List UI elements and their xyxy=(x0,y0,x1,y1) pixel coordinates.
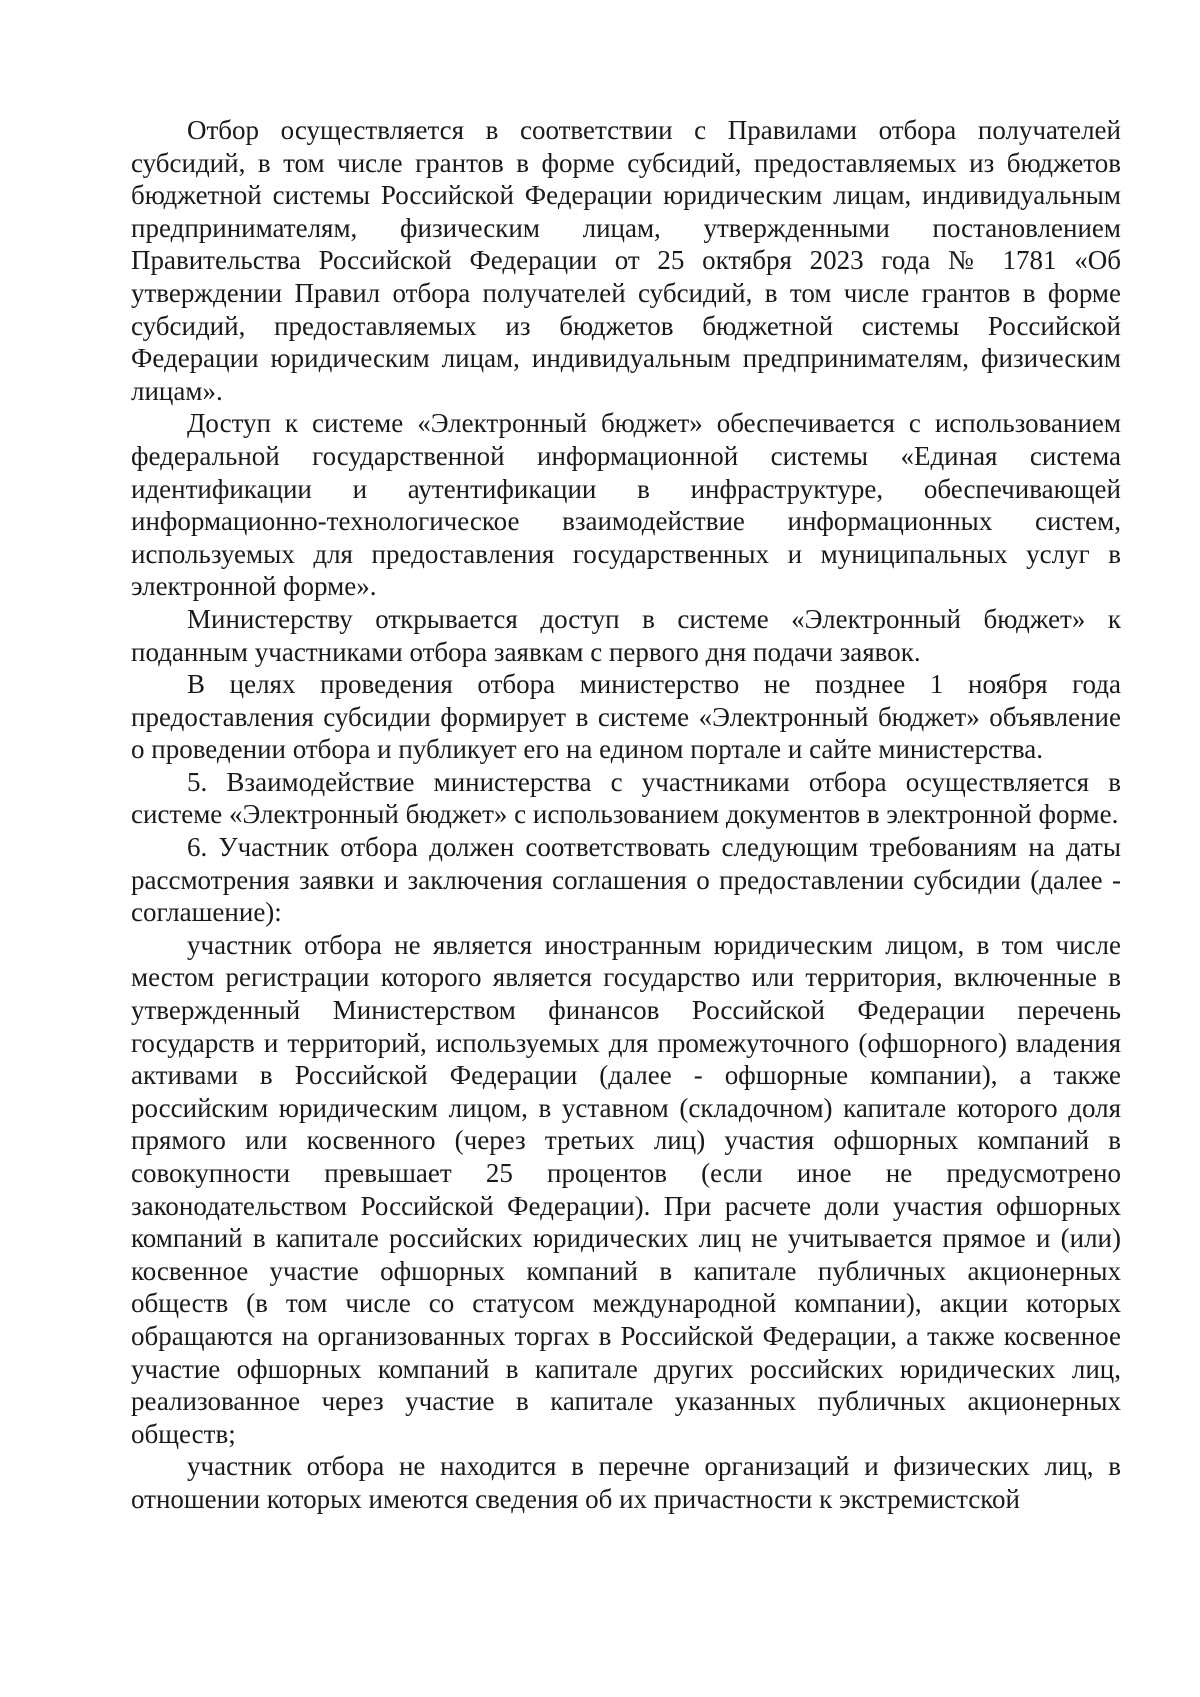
paragraph-clause-6: 6. Участник отбора должен соответствовать следующим требованиям на даты рассмотрения заявки и заключения соглашения о предоставлении субсидии (далее - соглашение): xyxy=(131,832,1121,928)
paragraph-extremism-requirement: участник отбора не находится в перечне организаций и физических лиц, в отношении которых имеются сведения об их причастности к экстремистской xyxy=(131,1451,1121,1514)
paragraph-selection-rules: Отбор осуществляется в соответствии с Правилами отбора получателей субсидий, в том числе грантов в форме субсидий, предоставляемых из бюджетов бюджетной системы Российской Федерации юридическим лицам, индивидуальным предпринимателям, физическим лицам, утвержденными постановлением Правительства Российской Федерации от 25 октября 2023 года № 1781 «Об утверждении Правил отбора получателей субсидий, в том числе грантов в форме субсидий, предоставляемых из бюджетов бюджетной системы Российской Федерации юридическим лицам, индивидуальным предпринимателям, физическим лицам». xyxy=(131,115,1121,406)
paragraph-announcement: В целях проведения отбора министерство не позднее 1 ноября года предоставления субсидии формирует в системе «Электронный бюджет» объявление о проведении отбора и публикует его на едином портале и сайте министерства. xyxy=(131,669,1121,765)
paragraph-ministry-access: Министерству открывается доступ в системе «Электронный бюджет» к поданным участниками отбора заявкам с первого дня подачи заявок. xyxy=(131,603,1121,667)
paragraph-clause-5: 5. Взаимодействие министерства с участниками отбора осуществляется в системе «Электронный бюджет» с использованием документов в электронной форме. xyxy=(131,766,1121,830)
paragraph-system-access: Доступ к системе «Электронный бюджет» обеспечивается с использованием федеральной государственной информационной системы «Единая система идентификации и аутентификации в инфраструктуре, обеспечивающей информационно-технологическое взаимодействие информационных систем, используемых для предоставления государственных и муниципальных услуг в электронной форме». xyxy=(131,408,1121,602)
document-body xyxy=(131,114,1121,1516)
paragraph-offshore-requirement: участник отбора не является иностранным юридическим лицом, в том числе местом регистрации которого является государство или территория, включенные в утвержденный Министерством финансов Российской Федерации перечень государств и территорий, используемых для промежуточного (офшорного) владения активами в Российской Федерации (далее - офшорные компании), а также российским юридическим лицом, в уставном (складочном) капитале которого доля прямого или косвенного (через третьих лиц) участия офшорных компаний в совокупности превышает 25 процентов (если иное не предусмотрено законодательством Российской Федерации). При расчете доли участия офшорных компаний в капитале российских юридических лиц не учитывается прямое и (или) косвенное участие офшорных компаний в капитале публичных акционерных обществ (в том числе со статусом международной компании), акции которых обращаются на организованных торгах в Российской Федерации, а также косвенное участие офшорных компаний в капитале других российских юридических лиц, реализованное через участие в капитале указанных публичных акционерных обществ; xyxy=(131,929,1121,1449)
